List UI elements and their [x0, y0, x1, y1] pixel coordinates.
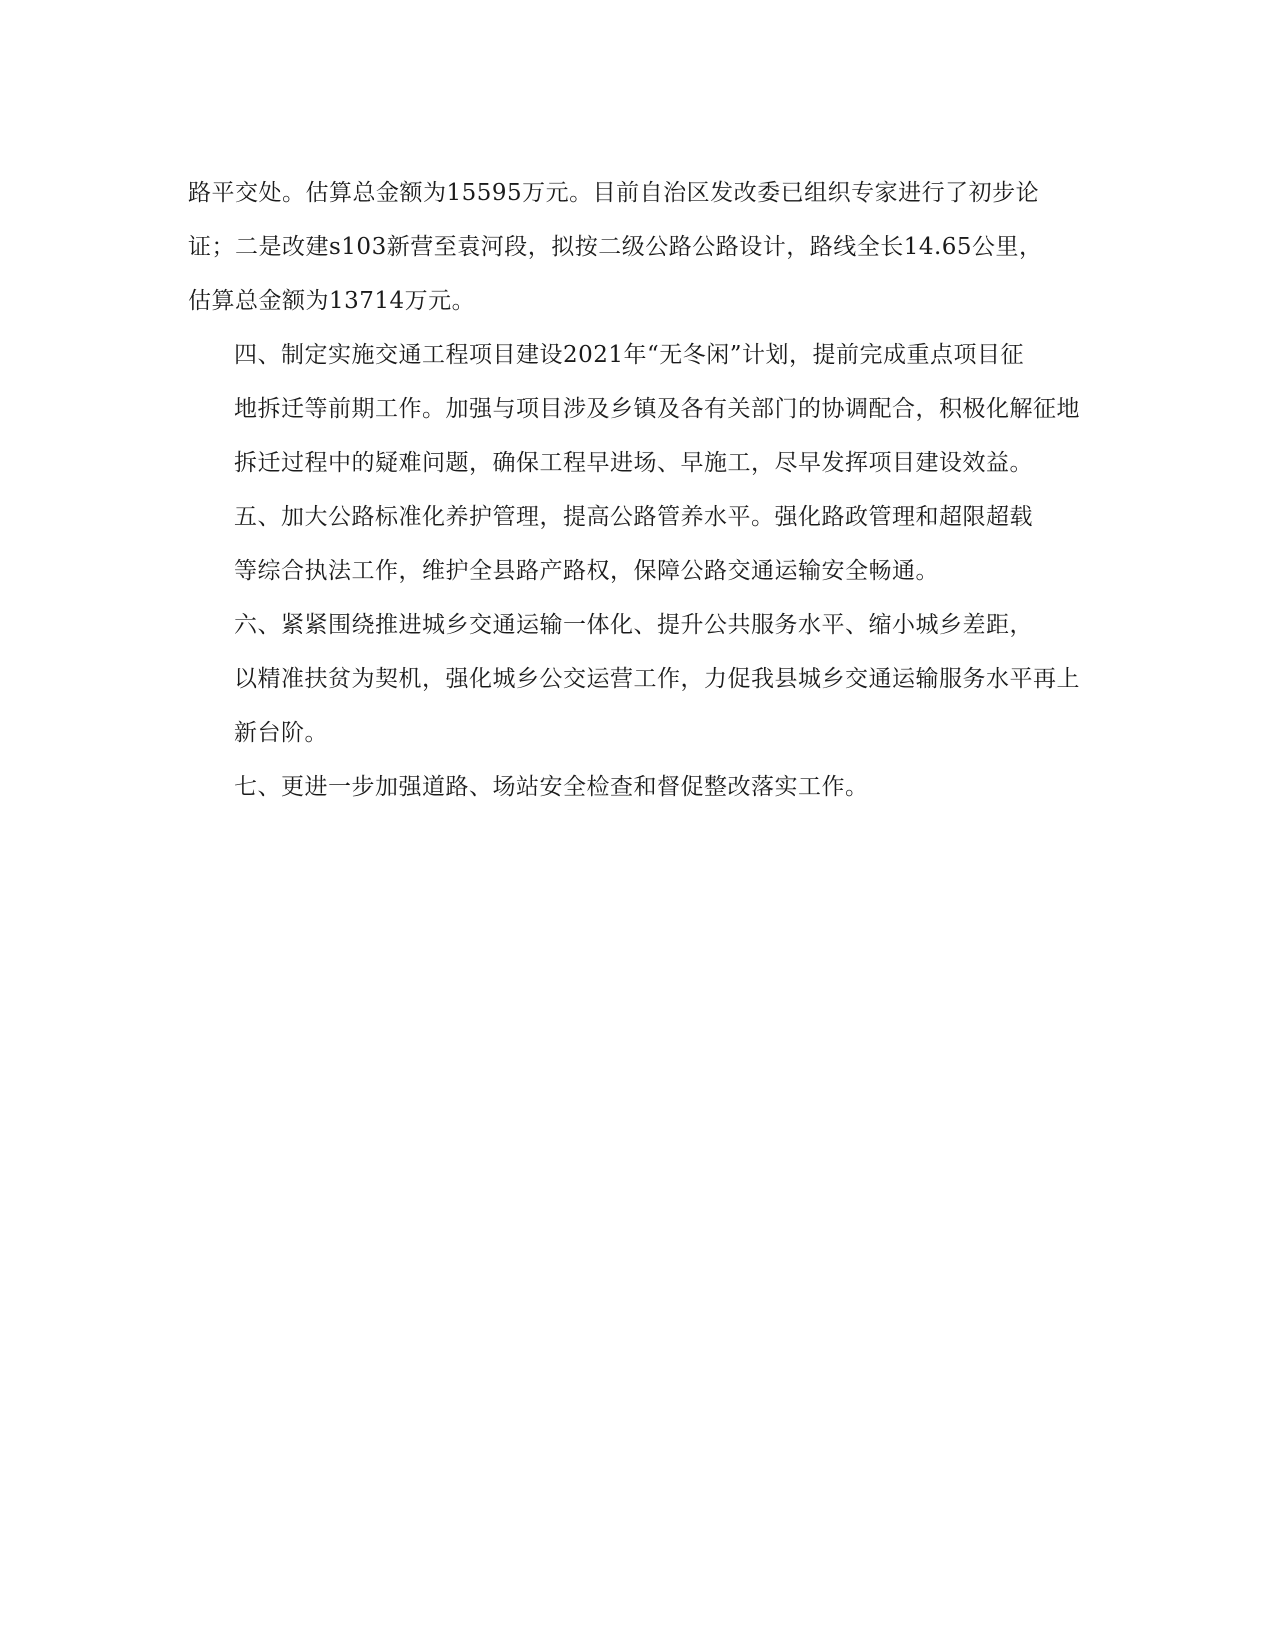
paragraph-line: 以精准扶贫为契机，强化城乡公交运营工作，力促我县城乡交通运输服务水平再上 — [234, 666, 1080, 692]
paragraph-1 — [188, 166, 1088, 328]
paragraph-line: 五、加大公路标准化养护管理，提高公路管养水平。强化路政管理和超限超载 — [234, 504, 1033, 530]
paragraph-line: 拆迁过程中的疑难问题，确保工程早进场、早施工，尽早发挥项目建设效益。 — [234, 450, 1033, 476]
document-body — [188, 166, 1088, 814]
paragraph-line: 新台阶。 — [234, 720, 328, 746]
paragraph-line: 四、制定实施交通工程项目建设2021年“无冬闲”计划，提前完成重点项目征 — [234, 342, 1025, 368]
paragraph-line: 估算总金额为13714万元。 — [188, 288, 476, 314]
paragraph-line: 等综合执法工作，维护全县路产路权，保障公路交通运输安全畅通。 — [234, 558, 939, 584]
paragraph-line: 六、紧紧围绕推进城乡交通运输一体化、提升公共服务水平、缩小城乡差距， — [234, 612, 1033, 638]
paragraph-line: 路平交处。估算总金额为15595万元。目前自治区发改委已组织专家进行了初步论 — [188, 180, 1040, 206]
paragraph-4 — [188, 598, 1088, 760]
paragraph-line: 地拆迁等前期工作。加强与项目涉及乡镇及各有关部门的协调配合，积极化解征地 — [234, 396, 1080, 422]
paragraph-2 — [188, 328, 1088, 490]
paragraph-3 — [188, 490, 1088, 598]
paragraph-line: 证；二是改建s103新营至袁河段，拟按二级公路公路设计，路线全长14.65公里， — [188, 234, 1043, 260]
paragraph-5 — [188, 760, 1088, 814]
paragraph-line: 七、更进一步加强道路、场站安全检查和督促整改落实工作。 — [234, 774, 869, 800]
